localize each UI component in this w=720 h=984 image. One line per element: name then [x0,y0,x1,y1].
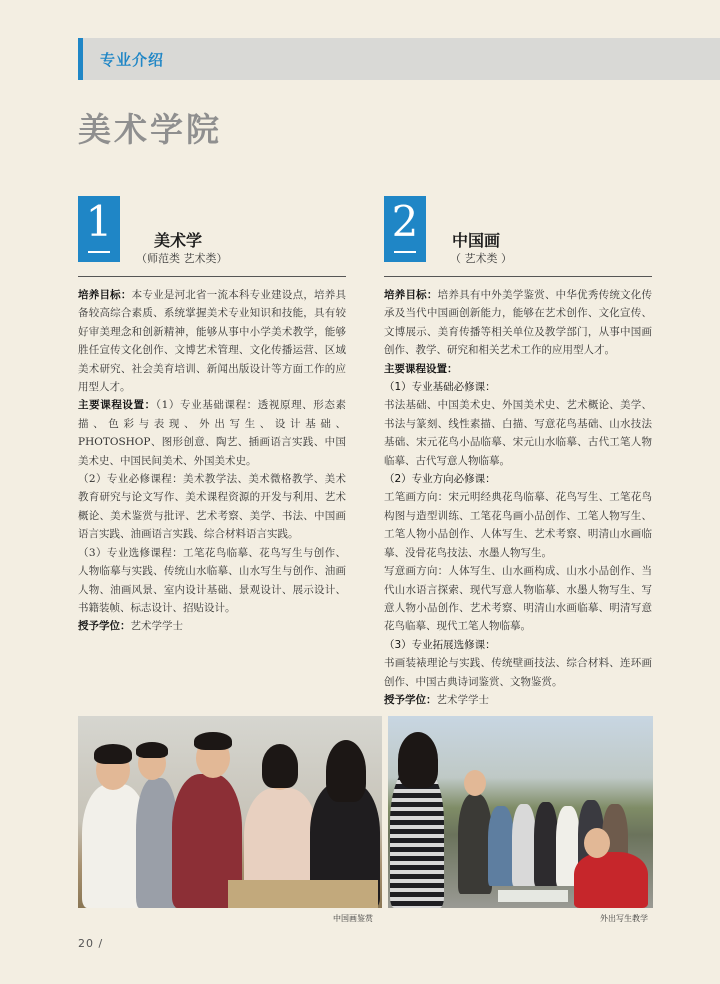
paragraph: 培养目标：本专业是河北省一流本科专业建设点，培养具备较高综合素质、系统掌握美术专业知识和技能，具有较好审美理念和创新精神，能够从事中小学美术教学，能够胜任宣传文化创作、文博艺术管理、文化传播运营、区域美术研究、社会美育培训、新闻出版设计等方面工作的应用型人才。 [78,289,347,394]
divider [78,276,346,277]
header-accent-bar [78,38,83,80]
paragraph: 书法基础、中国美术史、外国美术史、艺术概论、美学、书法与篆刻、线性素描、白描、写意花鸟基础、山水技法基础、宋元花鸟小品临摹、宋元山水临摹、古代工笔人物临摹、古代写意人物临摹。 [384,399,652,467]
person-head [464,770,486,796]
photo-outdoor-sketching [388,716,653,908]
paragraph: （3）专业拓展选修课： [384,638,496,651]
major-name: 中国画 [452,231,501,250]
page-title: 美术学院 [78,110,222,149]
sketchbooks-on-ground [498,890,568,902]
person-head [584,828,610,858]
section-label: 专业介绍 [100,51,165,69]
photo-caption: 中国画鉴赏 [333,914,373,923]
page-number: 20 / [78,937,104,950]
photo-chinese-painting-appreciation [78,716,382,908]
person-hair [194,732,232,750]
paragraph: （2）专业必修课程：美术教学法、美术微格教学、美术教育研究与论文写作、美术课程资源的开发与利用、艺术概论、美术鉴赏与批评、艺术考察、美学、书法、中国画语言实践、油画语言实践、综合材料语言实践。 [78,473,346,541]
paragraph: （1）专业基础必修课： [384,381,496,394]
person-hair [398,732,438,788]
paragraph: 写意画方向：人体写生、山水画构成、山水小品创作、当代山水语言探索、现代写意人物临摹、水墨人物写生、写意人物小品创作、艺术考察、明清山水画临摹、明清写意花鸟临摹、现代工笔人物临摹。 [384,565,652,633]
photo-caption: 外出写生教学 [600,914,648,923]
person-figure [534,802,558,886]
paragraph: 主要课程设置： [384,362,458,375]
badge-underline [88,251,110,253]
major-number-badge [78,196,120,262]
paragraph: 工笔画方向：宋元明经典花鸟临摹、花鸟写生、工笔花鸟构图与造型训练、工笔花鸟画小品创作、工笔人物写生、工笔人物小品创作、人体写生、艺术考察、明清山水画临摹、没骨花鸟技法、水墨人物写生。 [384,491,652,559]
major-number: 2 [391,197,419,246]
major-name: 美术学 [154,231,203,250]
paragraph: 授予学位：艺术学学士 [78,620,183,633]
major-category: （师范类 艺术类） [136,252,228,265]
paragraph: 主要课程设置：（1）专业基础课程：透视原理、形态素描、色彩与表现、外出写生、设计基础、PHOTOSHOP、图形创意、陶艺、插画语言实践、中国美术史、中国民间美术、外国美术史。 [78,399,346,467]
paragraph: 书画装裱理论与实践、传统壁画技法、综合材料、连环画创作、中国古典诗词鉴赏、文物鉴赏。 [384,657,652,688]
major-category: （ 艺术类 ） [450,252,512,265]
major-description [384,286,652,709]
person-hair [94,744,132,764]
paragraph: （3）专业选修课程：工笔花鸟临摹、花鸟写生与创作、人物临摹与实践、传统山水临摹、山水写生与创作、油画人物、油画风景、室内设计基础、景观设计、展示设计、书籍装帧、标志设计、招贴设计。 [78,546,346,614]
paragraph: 培养目标：培养具有中外美学鉴赏、中华优秀传统文化传承及当代中国画创新能力，能够在艺术创作、文化宣传、文博展示、美育传播等相关单位及教学部门，从事中国画创作、教学、研究和相关艺术工作的应用型人才。 [384,289,653,357]
section-header [78,38,720,80]
paragraph: 授予学位：艺术学学士 [384,693,489,706]
major-number: 1 [85,197,113,246]
person-hair [262,744,298,788]
painting-table [228,880,378,908]
paragraph: （2）专业方向必修课： [384,473,496,486]
person-figure [458,794,492,894]
major-description [78,286,346,636]
person-hair [136,742,168,758]
badge-underline [394,251,416,253]
person-figure [574,852,648,908]
person-figure [488,806,514,886]
person-hair [326,740,366,802]
major-number-badge [384,196,426,262]
person-figure [512,804,536,886]
divider [384,276,652,277]
